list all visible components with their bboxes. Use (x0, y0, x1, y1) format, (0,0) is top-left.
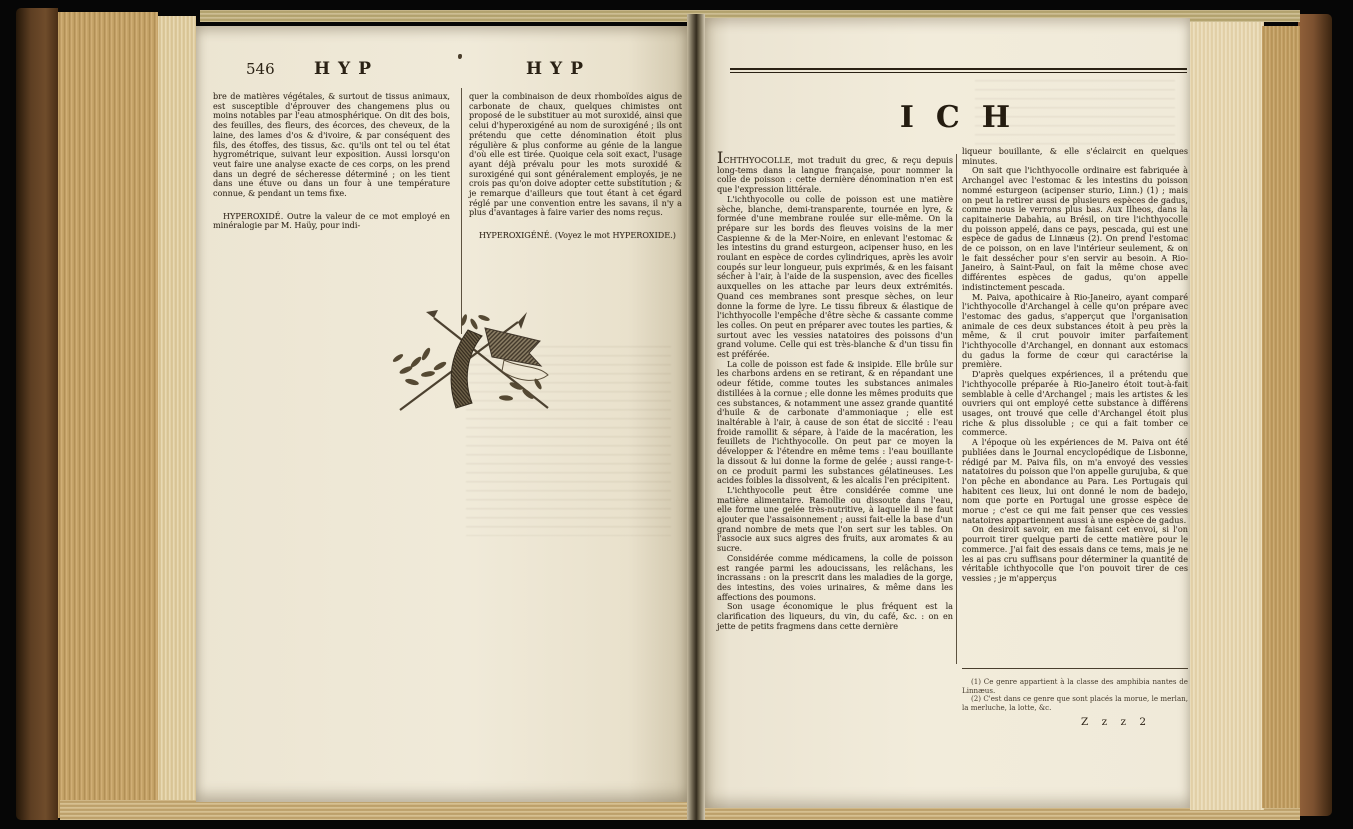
paragraph: Considérée comme médicamens, la colle de poisson est rangée parmi les adoucissans, les relâchans, les incrassans : on la prescrit dans les maladies de la gorge, des intestins, des voies urinaires, & même dans les affections des poumons. (717, 552, 953, 602)
page-bleedthrough-texture (466, 346, 671, 536)
paragraph: L'ichthyocolle peut être considérée comme une matière alimentaire. Ramollie ou dissoute dans l'eau, elle forme une gelée très-nutritive, à laquelle il ne faut ajouter que l'assaisonnement ; aussi fait-elle la base d'un grand nombre de mets que l'on sert sur les tables. On l'associe aux sucs aigres des fruits, aux aromates & au sucre. (717, 484, 953, 554)
paragraph: La colle de poisson est fade & insipide. Elle brûle sur les charbons ardens en se retirant, & en répandant une odeur fétide, comme toutes les substances animales distillées à la cornue ; elle donne les mêmes produits que ces substances, & notamment une assez grande quantité d'huile & de carbonate d'ammoniaque ; elle est inaltérable à l'air, à cause de son état de siccité : l'eau froide ramollit & sépare, à l'aide de la macération, les feuillets de l'ichthyocolle. On peut par ce moyen la développer & l'étendre en même tems : l'eau bouillante la dissout & lui donne la forme de gelée ; aussi range-t-on ce produit parmi les substances gélatineuses. Les acides foibles la dissolvent, & les alcalis l'en précipitent. (717, 358, 953, 486)
paragraph: A l'époque où les expériences de M. Paiva ont été publiées dans le Journal encyclopédique de Lisbonne, rédigé par M. Paiva fils, on m'a envoyé des vessies natatoires du poisson que l'on appelle gurujuba, & que l'on pêche en abondance au Para. Les Portugais qui habitent ces lieux, lui ont donné le nom de badejo, nom que porte en Portugal une grosse espèce de morue ; c'est ce qui me fait penser que ces vessies natatoires appartiennent aussi à une espèce de gadus. (962, 437, 1188, 525)
page-stack-right-inner-edge (1190, 22, 1264, 810)
column-1-paragraphs (717, 195, 953, 632)
right-page-column-2 (962, 147, 1188, 659)
head-double-rule (730, 68, 1187, 76)
left-page-column-1 (213, 92, 450, 322)
entry-ichthyocolle-lead (717, 148, 953, 195)
right-page (705, 18, 1190, 808)
arrowhead (426, 310, 438, 318)
page-stack-left-inner-edge (158, 16, 196, 814)
ink-speck (458, 54, 462, 59)
gathering-signature-mark: Z z z 2 (1081, 716, 1152, 728)
page-stack-left-fore-edge (58, 12, 158, 818)
running-head-hyp-col2: HYP (526, 59, 591, 79)
book-cover-left-edge (16, 8, 58, 820)
left-page-column-2 (469, 92, 682, 328)
running-head-hyp-col1: HYP (314, 59, 379, 79)
paragraph: Son usage économique le plus fréquent est la clarification des liqueurs, du vin, du café, &c. : on en jette de petits fragmens dans cette dernière (717, 601, 953, 631)
entry-hyperoxigene: HYPEROXIGÉNÉ. (Voyez le mot HYPEROXIDE.) (479, 230, 676, 241)
paragraph: D'après quelques expériences, il a prétendu que l'ichthyocolle préparée à Rio-Janeiro étoit tout-à-fait semblable à celle d'Archangel ; mais les artistes & les ouvriers qui ont employé cette substance à différens usages, ont trouvé que celle d'Archangel étoit plus riche & plus dissoluble ; ce qui a fait tomber ce commerce. (962, 369, 1188, 438)
column-divider-rule (956, 154, 957, 664)
paragraph-hyperoxide-continuation: quer la combinaison de deux rhomboïdes aigus de carbonate de chaux, quelques chimistes ont proposé de le substituer au mot suroxidé, ainsi que celui d'hyperoxigéné au nom de suroxigéné ; ils ont prétendu que cette dénomination étoit plus régulière & plus conforme au génie de la langue d'où elle est tirée. Quoique cela soit exact, l'usage ayant déjà prévalu pour les mots suroxidé & suroxigéné qui sont généralement employés, je ne crois pas qu'on doive adopter cette substitution ; & je remarque d'ailleurs que tout étant à cet égard réglé par une convention entre les savans, il n'y a plus d'avantages à faire varier des noms reçus. (469, 91, 682, 218)
paragraph: liqueur bouillante, & elle s'éclaircit en quelques minutes. (962, 146, 1188, 166)
column-2-paragraphs (962, 147, 1188, 584)
spearhead (518, 312, 527, 329)
paragraph: M. Paiva, apothicaire à Rio-Janeiro, ayant comparé l'ichthyocolle d'Archangel à celle qu'on prépare avec l'estomac des gadus, s'apperçut que l'organisation animale de ces deux substances étoit à peu près la même, & il crut pouvoir imiter parfaitement l'ichthyocolle d'Archangel, en donnant aux estomacs du gadus la forme de cœur qui caractérise la première. (962, 291, 1188, 370)
paragraph: On sait que l'ichthyocolle ordinaire est fabriquée à Archangel avec l'estomac & les intestins du poisson nommé esturgeon (acipenser sturio, Linn.) (1) ; mais on peut la retirer aussi de plusieurs espèces de gadus, comme nous le verrons plus bas. Aux Ilheos, dans la capitainerie Dabahia, au Brésil, on tire l'ichthyocolle du poisson appelé, dans ce pays, pescada, qui est une espèce de gadus de Linnæus (2). On prend l'estomac de ce poisson, on en lave l'intérieur seulement, & on le fait dessécher pour s'en servir au besoin. A Rio-Janeiro, à Saint-Paul, on fait la même chose avec différentes espèces de gadus, qu'on appelle indistinctement pescada. (962, 165, 1188, 292)
paragraph: (2) C'est dans ce genre que sont placés la morue, le merlan, la merluche, la lotte, &c. (962, 694, 1188, 712)
entry-hyperoxide: HYPEROXIDÉ. Outre la valeur de ce mot employé en minéralogie par M. Haüy, pour indi- (213, 210, 450, 231)
column-divider-rule (461, 88, 462, 334)
page-number: 546 (246, 60, 275, 78)
paragraph: L'ichthyocolle ou colle de poisson est une matière sèche, blanche, demi-transparente, tournée en lyre, & formée d'une membrane roulée sur elle-même. On la prépare sur les bords des fleuves voisins de la mer Caspienne & de la Mer-Noire, en enlevant l'estomac & les intestins du grand esturgeon, acipenser huso, en les roulant en espèce de cordes cylindriques, après les avoir coupés sur leur longueur, puis exprimés, & en les faisant sécher à l'air, à l'aide de la suspension, avec des ficelles auxquelles on les attache par leurs deux extrémités. Quand ces membranes sont presque sèches, on leur donne la forme de lyre. Le tissu fibreux & élastique de l'ichthyocolle l'empêche d'être sèche & cassante comme les colles. On peut en préparer avec toutes les parties, & surtout avec les vessies natatoires des poissons d'un grand volume. Celle qui est très-blanche & d'un tissu fin est préférée. (717, 193, 953, 360)
page-stack-right-fore-edge (1262, 26, 1300, 808)
entry-initial-letter: I (717, 148, 724, 167)
book-cover-right-edge (1298, 14, 1332, 816)
section-heading-ich: ICH (899, 100, 1033, 135)
paragraph-hygrometrie-continuation: bre de matières végétales, & surtout de tissus animaux, est susceptible d'éprouver des changemens plus ou moins notables par l'eau atmosphérique. On dit des bois, des feuilles, des fleurs, des écorces, des cheveux, de la laine, des lames d'os & d'ivoire, & par conséquent des fils, des étoffes, des tissus, &c. qu'ils ont tel ou tel état hygrométrique, suivant leur exposition. Aussi lorsqu'on veut faire une analyse exacte de ces corps, on les prend dans un degré de sécheresse déterminé ; on les tient dans une étuve ou dans un four à une température connue, & pendant un tems fixe. (213, 91, 450, 199)
footnotes (962, 678, 1188, 712)
right-page-column-1 (717, 148, 953, 736)
page-bleedthrough-texture (975, 80, 1175, 150)
footnote-rule (962, 668, 1188, 669)
entry-lead-text: CHTHYOCOLLE, mot traduit du grec, & reçu depuis long-tems dans la langue française, pour nommer la colle de poisson : cette dernière dénomination n'en est que l'expression littérale. (717, 155, 953, 195)
paragraph: On desiroit savoir, en me faisant cet envoi, si l'on pourroit tirer quelque parti de cette matière pour le commerce. J'ai fait des essais dans ce tems, mais je ne les ai pas cru suffisans pour déterminer la quantité de véritable ichthyocolle que l'on pouvoit tirer de ces vessies ; je m'apperçus (962, 524, 1188, 583)
book-gutter (687, 14, 705, 820)
paragraph: (1) Ce genre appartient à la classe des amphibia nantes de Linnæus. (962, 677, 1188, 695)
left-page (196, 26, 687, 802)
